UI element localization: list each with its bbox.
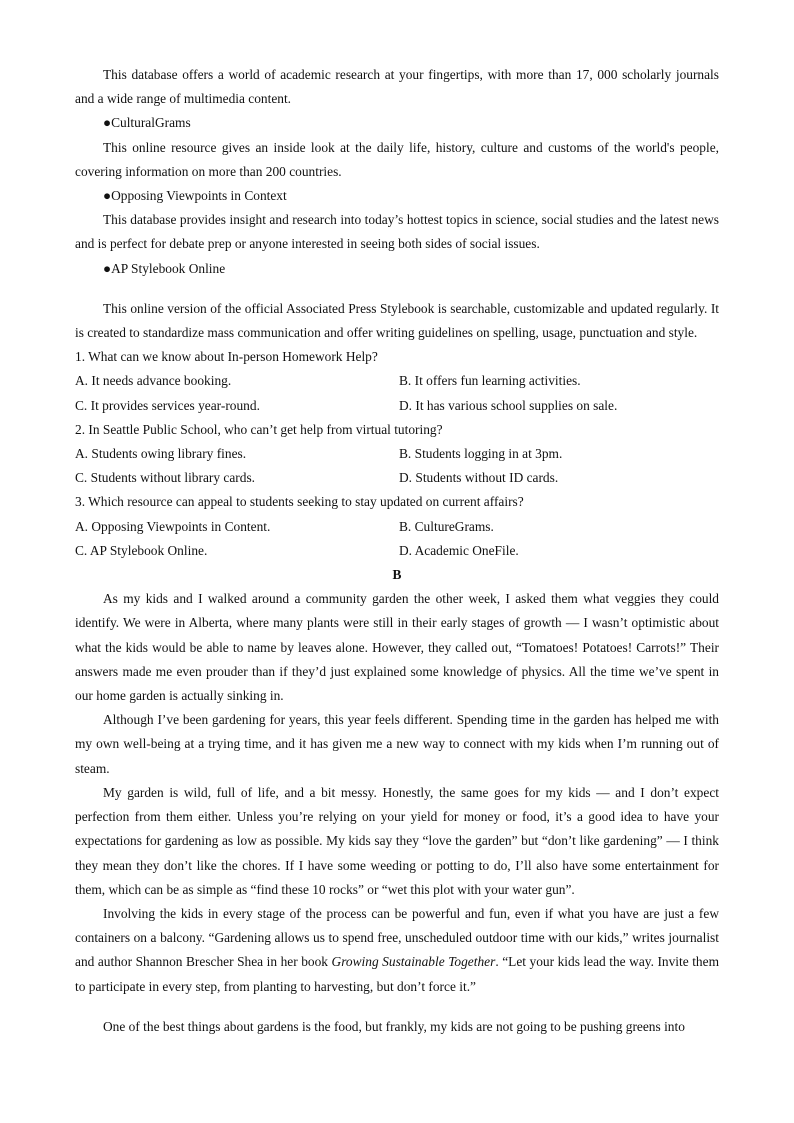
question-3 (75, 490, 719, 563)
paragraph-b4-text: Involving the kids in every stage of the process can be powerful and fun, even if what you have are just a few containers on a balcony. “Gardening allows us to spend free, unscheduled outdoor time with our kids,” writes journalist and author Shannon Brescher Shea in her book (75, 905, 719, 970)
document-page (75, 63, 719, 1039)
option-d: D. Students without ID cards. (399, 470, 559, 486)
paragraph-opposing-viewpoints: This database provides insight and research into today’s hottest topics in science, social studies and the latest news and is perfect for debate prep or anyone interested in seeing both sides of social issues. (75, 212, 719, 252)
paragraph-b5: One of the best things about gardens is the food, but frankly, my kids are not going to be pushing greens into (103, 1018, 685, 1034)
question-stem: 3. Which resource can appeal to students seeking to stay updated on current affairs? (75, 494, 524, 510)
heading-ap-stylebook: ●AP Stylebook Online (103, 260, 226, 276)
question-1 (75, 345, 719, 418)
options-row (75, 369, 719, 393)
paragraph-b4 (75, 902, 719, 999)
option-b: B. CultureGrams. (399, 518, 494, 534)
heading-culturegrams: ●CulturalGrams (103, 115, 191, 131)
paragraph-b2: Although I’ve been gardening for years, this year feels different. Spending time in the garden has helped me with my own well-being at a trying time, and it has given me a new way to connect with my kids when I’m running out of steam. (75, 712, 719, 776)
options-row (75, 539, 719, 563)
option-a: A. Students owing library fines. (75, 446, 247, 462)
paragraph-ap-stylebook: This online version of the official Associated Press Stylebook is searchable, customizable and updated regularly. It is created to standardize mass communication and offer writing guidelines on spelling, usage, punctuation and style. (75, 300, 719, 341)
option-c: C. Students without library cards. (75, 470, 256, 486)
paragraph-b1: As my kids and I walked around a community garden the other week, I asked them what veggies they could identify. We were in Alberta, where many plants were still in their early stages of growth — I wasn’t optimistic about what the kids would be able to name by leaves alone. However, they called out, “Tomatoes! Potatoes! Carrots!” Their answers made me even prouder than if they’d just explained some knowledge of physics. All the time we’ve spent in our home garden is actually sinking in. (75, 591, 719, 704)
option-d: D. Academic OneFile. (399, 542, 519, 558)
option-c: C. It provides services year-round. (75, 397, 260, 413)
section-b-heading: B (392, 567, 402, 583)
question-stem: 1. What can we know about In-person Homework Help? (75, 349, 378, 365)
paragraph-culturegrams: This online resource gives an inside look at the daily life, history, culture and customs of the world's people, covering information on more than 200 countries. (75, 139, 719, 179)
paragraph-b4-text-end: . “Let your kids lead the way. Invite them to participate in every step, from planting to harvesting, but don’t force it.” (75, 954, 719, 994)
question-2 (75, 418, 719, 491)
option-a: A. Opposing Viewpoints in Content. (75, 518, 271, 534)
option-a: A. It needs advance booking. (75, 373, 232, 389)
options-row (75, 515, 719, 539)
options-row (75, 442, 719, 466)
book-title: Growing Sustainable Together (331, 954, 496, 970)
heading-opposing-viewpoints: ●Opposing Viewpoints in Context (103, 188, 287, 204)
options-row (75, 394, 719, 418)
option-d: D. It has various school supplies on sale. (399, 397, 618, 413)
option-b: B. It offers fun learning activities. (399, 373, 581, 389)
paragraph-academic-onefile: This database offers a world of academic research at your fingertips, with more than 17, 000 scholarly journals and a wide range of multimedia content. (75, 67, 719, 107)
option-c: C. AP Stylebook Online. (75, 542, 208, 558)
question-stem: 2. In Seattle Public School, who can’t get help from virtual tutoring? (75, 421, 443, 437)
options-row (75, 466, 719, 490)
paragraph-b3: My garden is wild, full of life, and a bit messy. Honestly, the same goes for my kids — and I don’t expect perfection from them either. Unless you’re relying on your yield for money or food, it’s a good idea to have your expectations for gardening as low as possible. My kids say they “love the garden” but “don’t like gardening” — I think they mean they don’t like the chores. If I have some weeding or potting to do, I’ll also have some entertainment for them, which can be as simple as “find these 10 rocks” or “wet this plot with your water gun”. (75, 784, 719, 897)
option-b: B. Students logging in at 3pm. (399, 446, 563, 462)
